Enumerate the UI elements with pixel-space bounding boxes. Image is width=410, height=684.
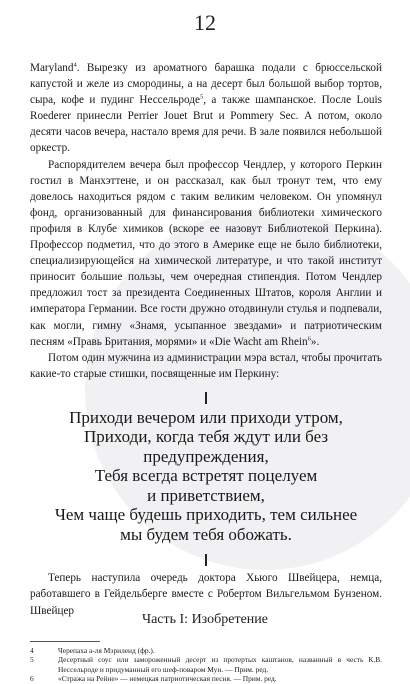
- footnote-5: [30, 655, 382, 674]
- poem: [30, 408, 382, 545]
- paragraph-2: Распорядителем вечера был профессор Чендлер, у которого Перкин гостил в Манхэттене, и он рассказал, как был тронут тем, что ему довелось находиться рядом с таким великим человеком. Он упомянул фонд, организованный для финансирования библиотеки химического профиля в Клубе химиков (вскоре ее назовут Библиотекой Перкина). Профессор подметил, что до этого в Америке еще не было библиотеки, специализирующейся на химической литературе, и что такой институт приносит большие пользы, чем очередная стипендия. Потом Чендлер предложил тост за президента Соединенных Штатов, короля Англии и императора Германии. Все гости дружно отодвинули стулья и подпевали, как могли, гимну «Знамя, усыпанное звездами» и патриотическим песням «Правь Британия, морями» и «Die Wacht am Rhein$^6$».: [30, 158, 382, 348]
- running-footer: Часть I: Изобретение: [141, 612, 268, 627]
- footnote-text: «Стража на Рейне» — немецкая патриотическая песня. — Прим. ред.: [58, 674, 277, 684]
- poem-line: Чем чаще будешь приходить, тем сильнее: [54, 505, 358, 525]
- poem-line: предупреждения,: [143, 446, 269, 466]
- footnote-4: [30, 646, 382, 656]
- footnote-ref-4[interactable]: 4: [73, 61, 77, 69]
- paragraph-1: Maryland$^4$. Вырезку из ароматного барашка подали с брюссельской капустой и желе из смородины, а на десерт был большой выбор тортов, сыра, кофе и пудинг Нессельроде$^5$, а также шампанское. После Louis Roederer принесли Perrier Jouet Brut и Pommery Sec. А потом, около десяти часов вечера, настало время для речи. В зале появился небольшой оркестр.: [30, 61, 382, 155]
- footnote-6: [30, 674, 382, 684]
- footnote-text: Десертный соус или замороженный десерт из протертых каштанов, названный в честь К.В. Нессельроде и придуманный его шеф-поваром Мун. — Прим. ред.: [58, 655, 382, 674]
- poem-marker: [205, 554, 207, 566]
- footnote-number: 4: [30, 645, 34, 655]
- poem-line: Тебя всегда встретят поцелуем: [94, 466, 318, 486]
- poem-line: и приветствием,: [147, 485, 265, 505]
- poem-line: мы будем тебя обожать.: [120, 524, 292, 544]
- paragraph-3: Потом один мужчина из администрации мэра встал, чтобы прочитать какие-то старые стишки, посвященные им Перкину:: [30, 351, 382, 380]
- poem-line: Приходи вечером или приходи утром,: [69, 407, 343, 427]
- page-number: 12: [194, 10, 216, 35]
- footnote-number: 5: [30, 655, 34, 665]
- footnote-ref-6[interactable]: 6: [307, 334, 311, 342]
- footnote-ref-5[interactable]: 5: [199, 93, 204, 101]
- main-text: [30, 60, 382, 684]
- poem-line: Приходи, когда тебя ждут или без: [83, 427, 329, 447]
- footnote-text: Черепаха а-ля Мэриленд (фр.).: [58, 645, 155, 655]
- poem-marker: [205, 392, 207, 404]
- paragraph-4: Теперь наступила очередь доктора Хьюго Швейцера, немца, работавшего в Гейдельберге вместе с Робертом Вильгельмом Бунзеном. Швейцер: [30, 572, 382, 617]
- footnote-number: 6: [30, 674, 34, 684]
